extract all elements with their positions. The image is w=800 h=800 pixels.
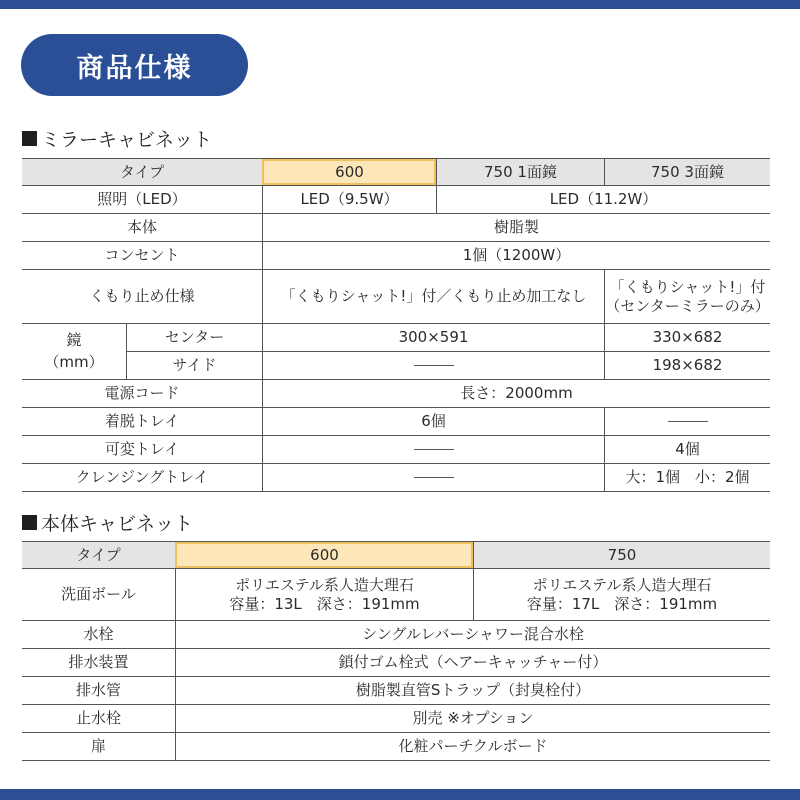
row-label: クレンジングトレイ [75,468,209,487]
table-row-mirror-center [127,324,770,352]
mirror-label-line1: 鏡 [66,330,82,349]
table-row-door [22,733,770,761]
antifog-right-value [604,270,770,323]
section-heading-mirror-cabinet [22,125,212,152]
removable-tray-left-value: 6個 [262,408,604,435]
table-row-faucet [22,621,770,649]
table-header-row [22,158,770,186]
row-label: くもり止め仕様 [89,287,195,306]
square-bullet-icon [22,131,37,146]
header-600-cell: 600 [262,159,436,185]
table-row-drain-pipe [22,677,770,705]
bowl-750-value [473,569,770,620]
outlet-value: 1個（1200W） [262,242,770,269]
bowl-600-material: ポリエステル系人造大理石 [235,575,414,594]
removable-tray-right-value [604,408,770,435]
section-heading-body-cabinet [22,509,193,536]
table-row-drain [22,649,770,677]
row-label: 照明（LED） [97,190,187,209]
mirror-cabinet-spec-table [22,158,770,494]
mirror-side-left-value [262,352,604,379]
row-label: 可変トレイ [104,440,180,459]
row-label: 水栓 [83,625,114,644]
cleansing-tray-right-value: 大：1個 小：2個 [604,464,770,491]
header-label-cell: タイプ [76,545,121,564]
bowl-600-capacity: 容量：13L 深さ：191mm [229,594,420,613]
row-label: 着脱トレイ [104,412,180,431]
mirror-center-left-value: 300×591 [262,324,604,351]
stop-valve-value: 別売 ※オプション [175,705,770,732]
header-750-single-cell: 750 1面鏡 [436,159,604,185]
square-bullet-icon [22,515,37,530]
drain-pipe-value: 樹脂製直管Sトラップ（封臭栓付） [175,677,770,704]
table-header-row [22,541,770,569]
bowl-750-capacity: 容量：17L 深さ：191mm [526,594,718,613]
adjustable-tray-left-value [262,436,604,463]
body-cabinet-spec-table [22,541,770,761]
header-750-cell: 750 [473,542,770,568]
door-value: 化粧パーチクルボード [175,733,770,760]
row-label: 止水栓 [75,709,121,728]
table-row-outlet [22,242,770,270]
table-row-stop-valve [22,705,770,733]
table-row-body [22,214,770,242]
row-label: 洗面ボール [61,585,136,604]
bottom-accent-bar [0,789,800,800]
section-heading-text: ミラーキャビネット [41,129,213,151]
row-label: 排水装置 [68,653,129,672]
drain-value: 鎖付ゴム栓式（ヘアーキャッチャー付） [175,649,770,676]
table-row-bowl [22,569,770,621]
dash-mark [414,365,454,366]
row-label: 排水管 [75,681,121,700]
row-label: コンセント [104,246,180,265]
table-row-cleansing-tray [22,464,770,492]
mirror-size-label [22,324,127,380]
power-cord-value: 長さ：2000mm [262,380,770,407]
body-value: 樹脂製 [262,214,770,241]
header-750-triple-cell: 750 3面鏡 [604,159,770,185]
dash-mark [668,421,708,422]
faucet-value: シングルレバーシャワー混合水栓 [175,621,770,648]
dash-mark [414,477,454,478]
row-label: 本体 [126,218,157,237]
row-label: 電源コード [104,384,180,403]
bowl-600-value [175,569,473,620]
mirror-side-label: サイド [172,356,217,375]
table-row-antifog [22,270,770,324]
antifog-left-value: 「くもりシャット!」付／くもり止め加工なし [262,270,604,323]
top-accent-bar [0,0,800,9]
header-label-cell: タイプ [119,162,165,181]
mirror-center-label: センター [164,328,225,347]
section-heading-text: 本体キャビネット [41,513,194,535]
table-row-mirror-side [127,352,770,380]
antifog-right-line2: （センターミラーのみ） [605,296,770,315]
cleansing-tray-left-value [262,464,604,491]
mirror-center-right-value: 330×682 [604,324,770,351]
table-row-adjustable-tray [22,436,770,464]
mirror-label-line2: （mm） [44,352,104,371]
adjustable-tray-right-value: 4個 [604,436,770,463]
table-row-power-cord [22,380,770,408]
dash-mark [414,449,454,450]
mirror-side-right-value: 198×682 [604,352,770,379]
table-row-lighting [22,186,770,214]
row-label: 扉 [90,737,106,756]
lighting-600-value: LED（9.5W） [262,186,436,213]
page-title: 商品仕様 [21,34,248,96]
bowl-750-material: ポリエステル系人造大理石 [532,575,712,594]
lighting-750-value: LED（11.2W） [436,186,770,213]
header-600-cell: 600 [175,542,473,568]
table-row-removable-tray [22,408,770,436]
antifog-right-line1: 「くもりシャット!」付 [609,277,766,296]
